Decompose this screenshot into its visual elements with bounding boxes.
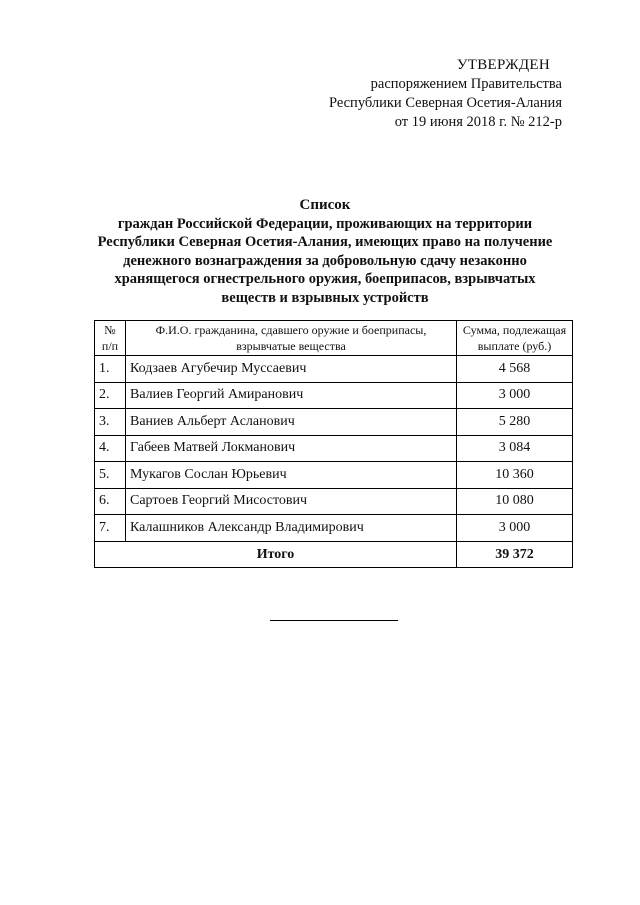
row-name: Калашников Александр Владимирович xyxy=(126,515,457,542)
title-line-5: хранящегося огнестрельного оружия, боеприпасов, взрывчатых xyxy=(114,271,536,287)
row-name: Габеев Матвей Локманович xyxy=(126,435,457,462)
row-amount: 3 084 xyxy=(457,435,573,462)
title-line-6: веществ и взрывных устройств xyxy=(221,289,429,306)
approval-line-1: распоряжением Правительства xyxy=(370,76,562,92)
title-line-4: денежного вознаграждения за добровольную сдачу незаконно xyxy=(123,252,527,269)
approval-stamp xyxy=(329,56,562,132)
row-amount: 5 280 xyxy=(457,409,573,436)
approval-heading: УТВЕРЖДЕН xyxy=(456,57,550,73)
row-num: 3. xyxy=(95,409,126,436)
table-row xyxy=(95,356,573,383)
title-line-3: Республики Северная Осетия-Алания, имеющих право на получение xyxy=(97,234,553,250)
row-amount: 4 568 xyxy=(457,356,573,383)
row-num: 1. xyxy=(95,356,126,383)
document-title xyxy=(80,196,570,307)
row-num: 6. xyxy=(95,488,126,515)
header-amount: Сумма, подлежащая выплате (руб.) xyxy=(457,321,573,356)
row-name: Валиев Георгий Амиранович xyxy=(126,382,457,409)
table-row xyxy=(95,435,573,462)
row-amount: 10 360 xyxy=(457,462,573,489)
row-amount: 10 080 xyxy=(457,488,573,515)
total-label: Итого xyxy=(95,541,457,568)
row-num: 4. xyxy=(95,435,126,462)
row-name: Сартоев Георгий Мисостович xyxy=(126,488,457,515)
row-name: Ваниев Альберт Асланович xyxy=(126,409,457,436)
row-name: Кодзаев Агубечир Муссаевич xyxy=(126,356,457,383)
total-row xyxy=(95,541,573,568)
header-name: Ф.И.О. гражданина, сдавшего оружие и боеприпасы, взрывчатые вещества xyxy=(126,321,457,356)
end-separator-line xyxy=(270,620,398,621)
row-amount: 3 000 xyxy=(457,382,573,409)
row-amount: 3 000 xyxy=(457,515,573,542)
approval-line-3: от 19 июня 2018 г. № 212-р xyxy=(394,114,562,130)
row-num: 5. xyxy=(95,462,126,489)
table-header-row xyxy=(95,321,573,356)
row-num: 2. xyxy=(95,382,126,409)
approval-line-2: Республики Северная Осетия-Алания xyxy=(328,95,562,111)
recipients-table xyxy=(94,320,573,568)
title-line-2: граждан Российской Федерации, проживающих на территории xyxy=(117,215,533,232)
title-line-1: Список xyxy=(299,197,351,213)
row-num: 7. xyxy=(95,515,126,542)
table-row xyxy=(95,409,573,436)
table-row xyxy=(95,462,573,489)
table-row xyxy=(95,488,573,515)
row-name: Мукагов Сослан Юрьевич xyxy=(126,462,457,489)
total-value: 39 372 xyxy=(457,541,573,568)
header-num: № п/п xyxy=(95,321,126,356)
table-row xyxy=(95,515,573,542)
table-row xyxy=(95,382,573,409)
